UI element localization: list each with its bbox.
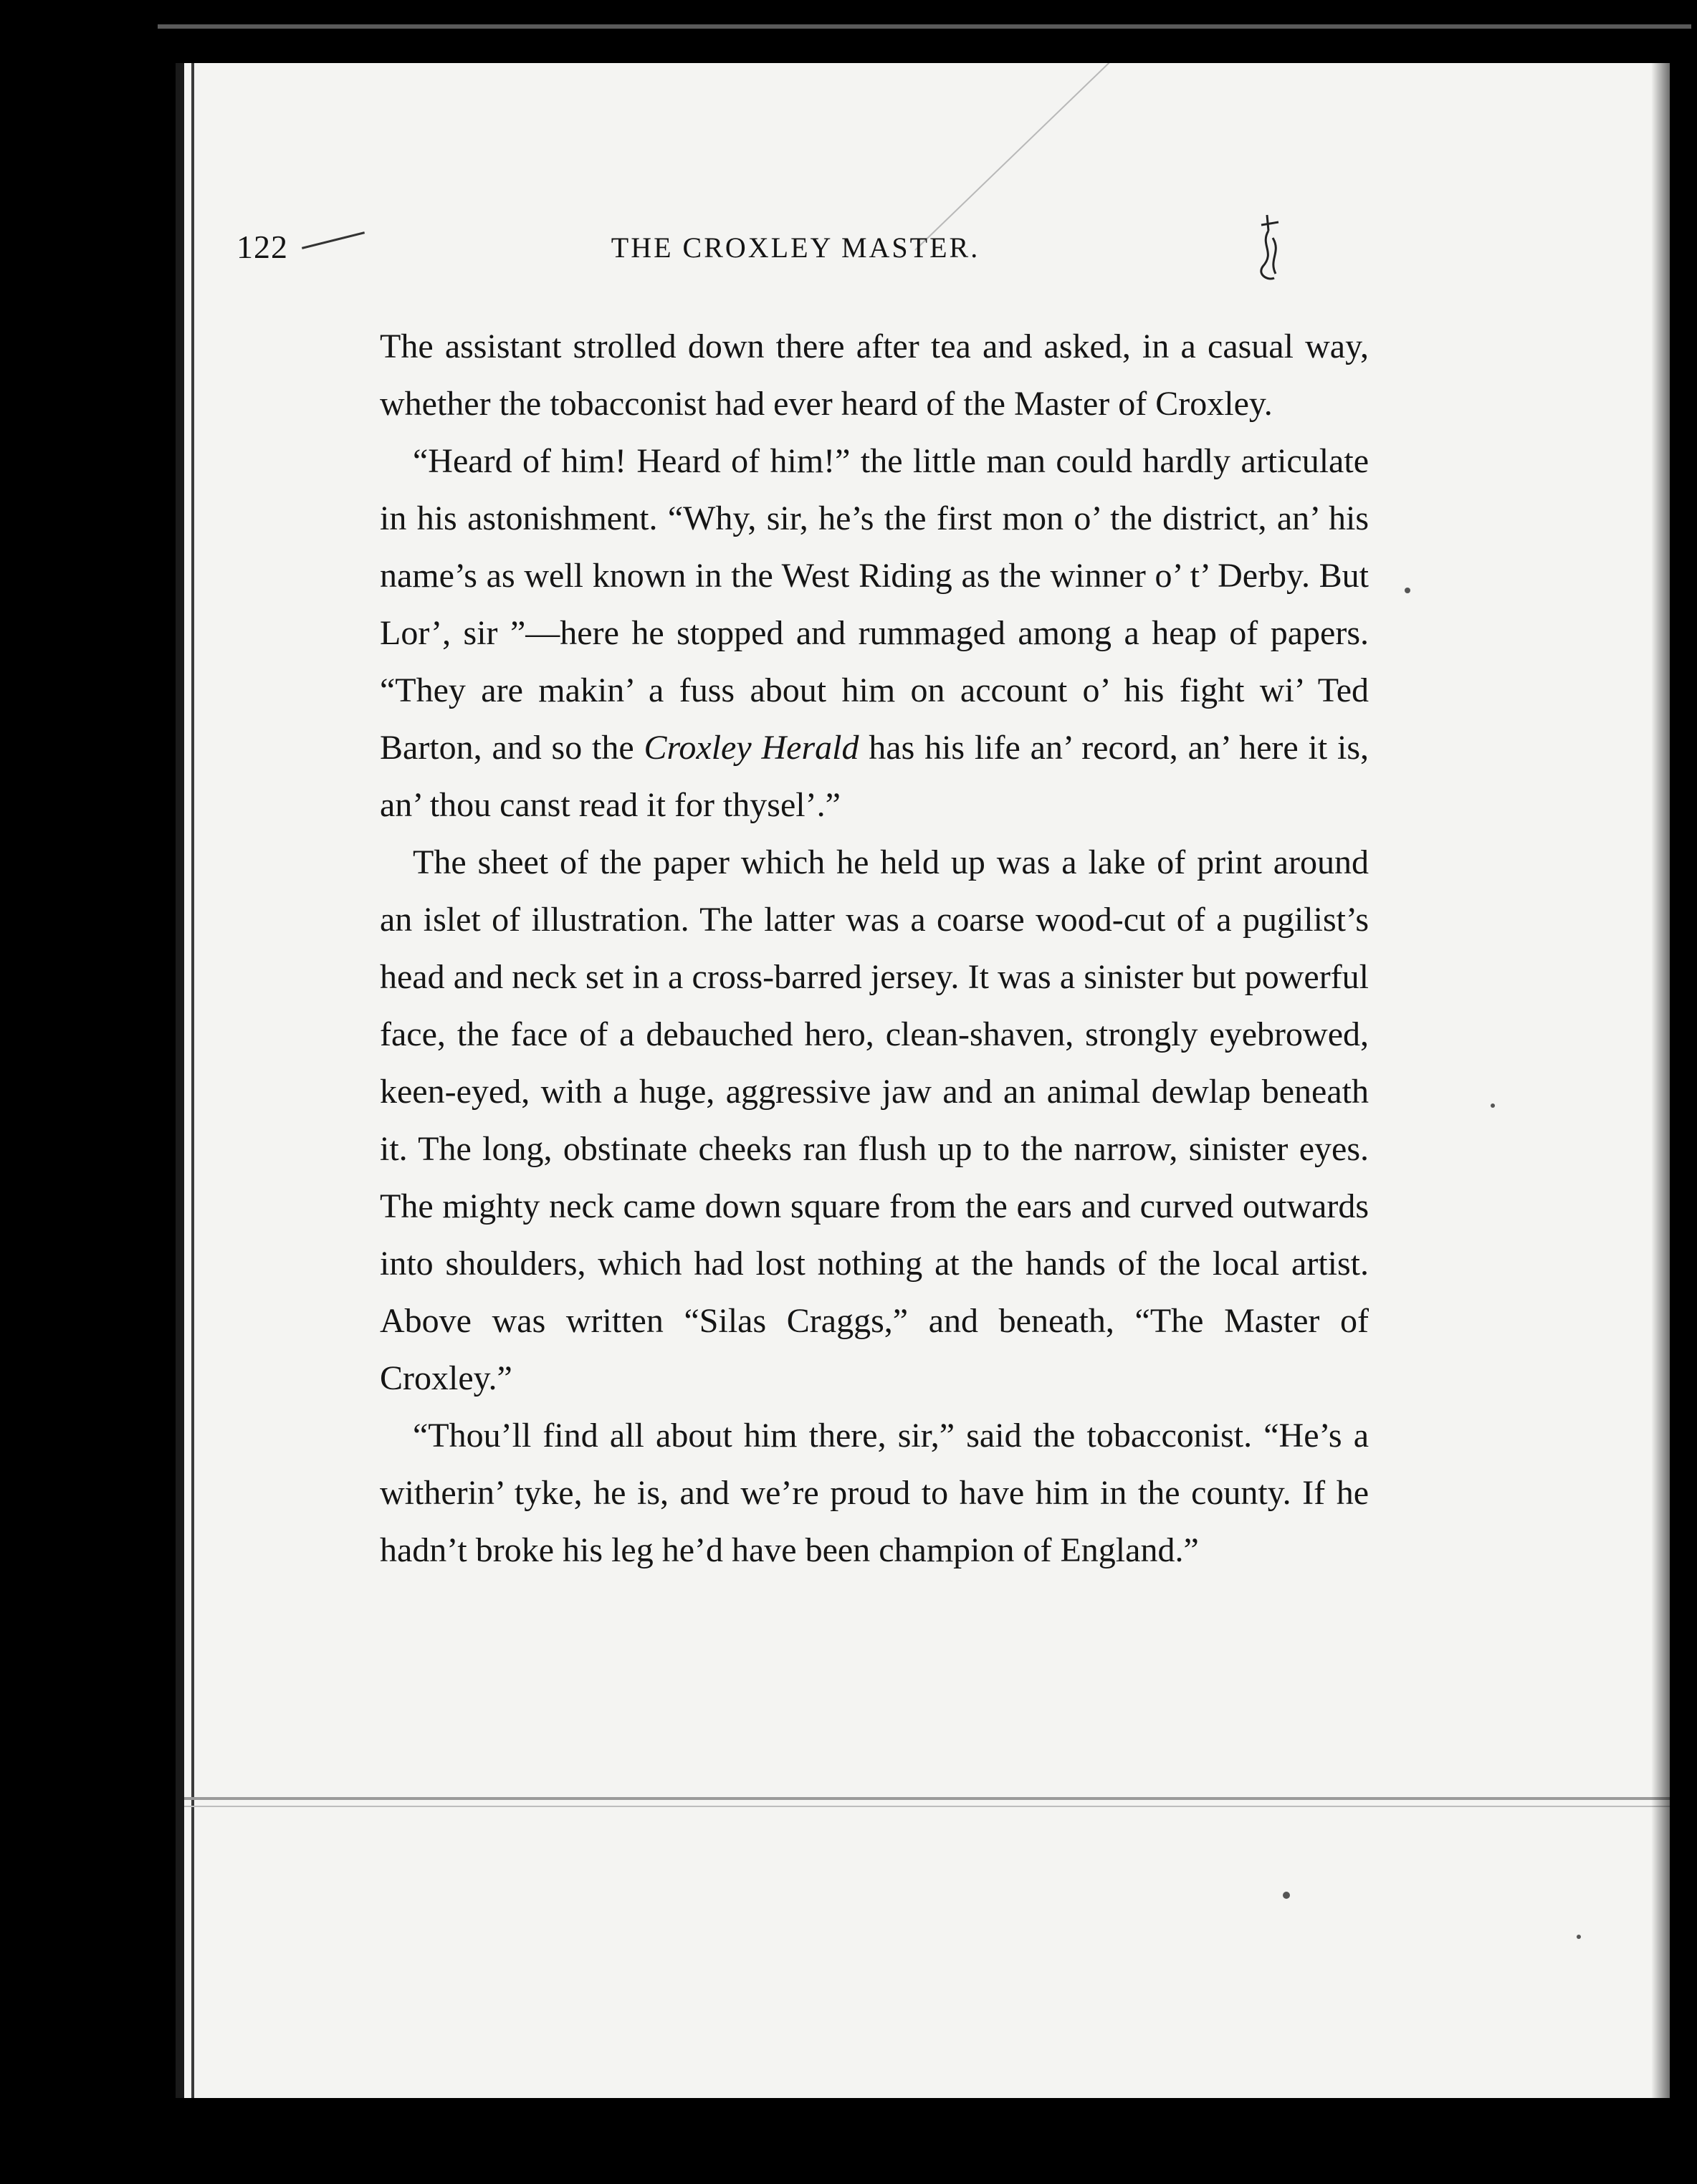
- page-binding-rule: [191, 63, 194, 2098]
- page-body-text: [380, 318, 1369, 1579]
- scan-artifact-line: [184, 1797, 1670, 1800]
- body-paragraph: [380, 834, 1369, 1407]
- running-head: THE CROXLEY MASTER.: [611, 231, 980, 264]
- page-edge-shadow: [1651, 63, 1670, 2098]
- paragraph-text: The sheet of the paper which he held up was a lake of print around an islet of illustration. The latter was a coarse wood-cut of a pugilist’s head and neck set in a cross-barred jersey. It was a sinister but powerful face, the face of a debauched hero, clean-shaven, strongly eyebrowed, keen-eyed, with a huge, aggressive jaw and an animal dewlap beneath it. The long, obstinate cheeks ran flush up to the narrow, sinister eyes. The mighty neck came down square from the ears and curved outwards into shoulders, which had lost nothing at the hands of the local artist. Above was written “Silas Craggs,” and beneath, “The Master of Croxley.”: [380, 843, 1369, 1397]
- handwritten-mark-icon: [1247, 209, 1290, 295]
- scan-frame-top: [158, 24, 1691, 29]
- scan-artifact-line-secondary: [184, 1806, 1670, 1807]
- paragraph-text: “Thou’ll find all about him there, sir,” said the tobacconist. “He’s a witherin’ tyke, he is, and we’re proud to have him in the county. If he hadn’t broke his leg he’d have been champion of England.”: [380, 1417, 1369, 1569]
- page-header: [236, 228, 1354, 278]
- page-number: 122: [236, 229, 288, 265]
- body-paragraph: [380, 318, 1369, 433]
- dust-speck: [1405, 588, 1410, 593]
- body-paragraph: [380, 1407, 1369, 1579]
- paragraph-text: The assistant strolled down there after tea and asked, in a casual way, whether the tobacconist had ever heard of the Master of Croxley.: [380, 327, 1369, 423]
- italic-title-text: Croxley Herald: [644, 729, 859, 767]
- paragraph-text: has his life an’ record, an’ here it is, an’ thou canst read it for thysel’.”: [380, 729, 1369, 824]
- dust-speck: [1577, 1935, 1581, 1939]
- dust-speck: [1283, 1892, 1290, 1899]
- paragraph-text: “Heard of him! Heard of him!” the little man could hardly articulate in his astonishment. “Why, sir, he’s the first mon o’ the district, an’ his name’s as well known in the West Riding as the winner o’ t’ Derby. But Lor’, sir ”—here he stopped and rummaged among a heap of papers. “They are makin’ a fuss about him on account o’ his fight wi’ Ted Barton, and so the: [380, 442, 1369, 767]
- body-paragraph: [380, 433, 1369, 834]
- dust-speck: [1491, 1103, 1495, 1108]
